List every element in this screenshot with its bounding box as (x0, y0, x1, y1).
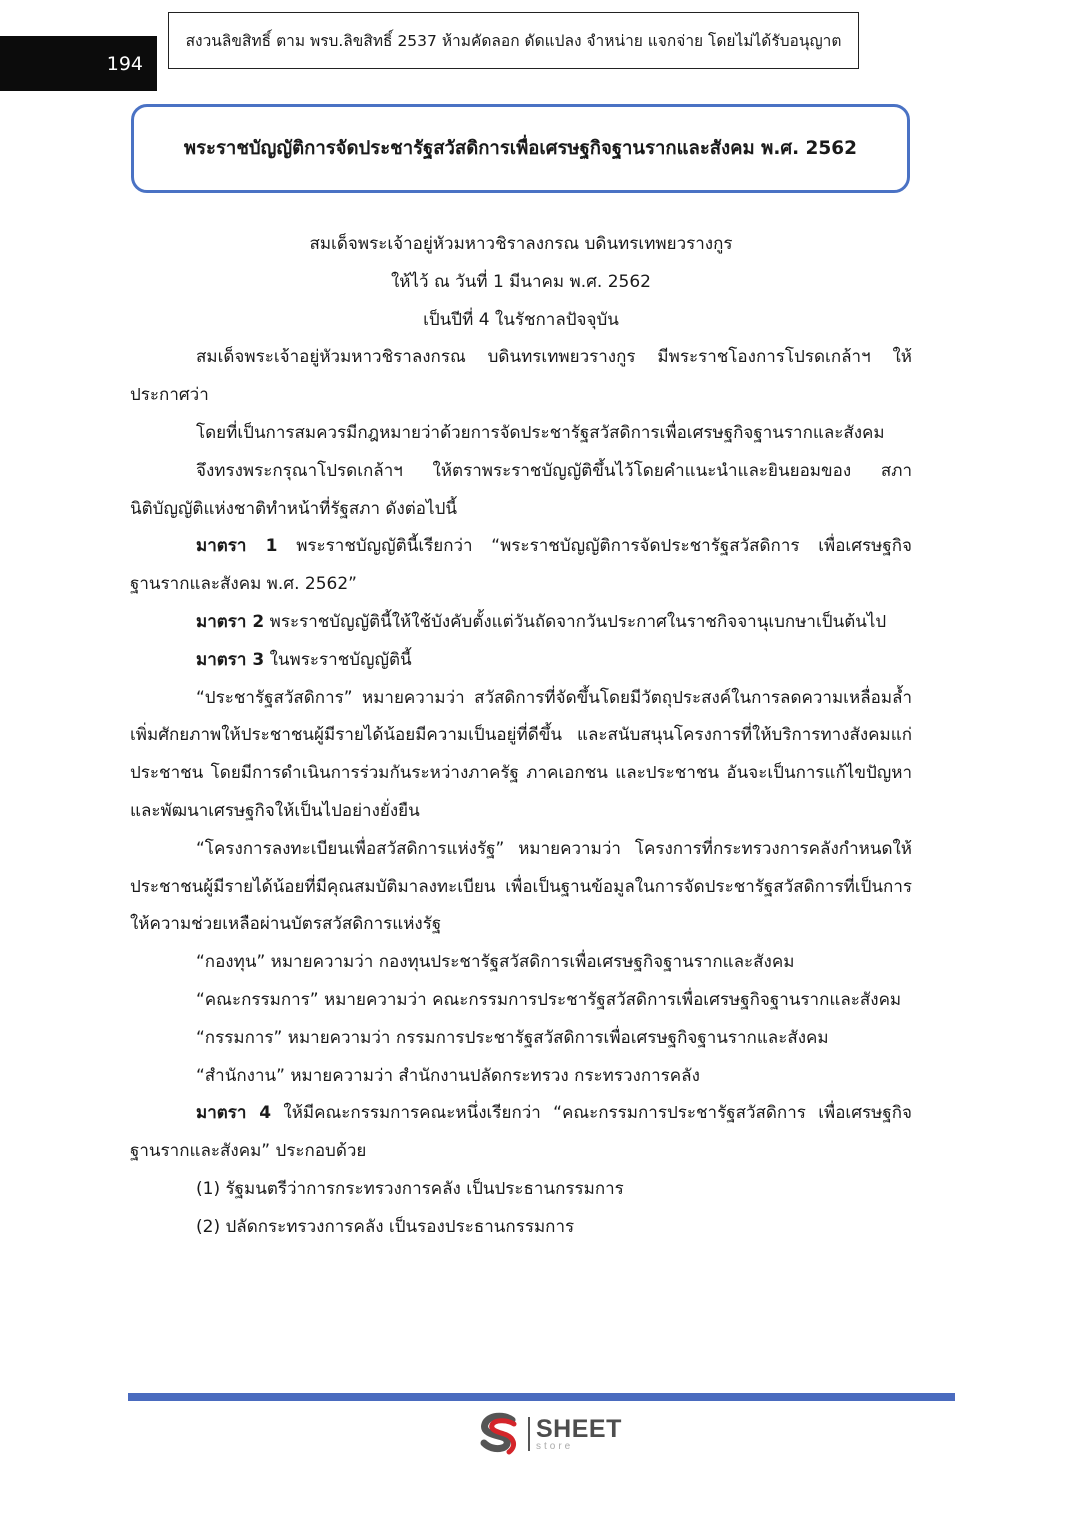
preamble-reign-year: เป็นปีที่ 4 ในรัชกาลปัจจุบัน (423, 309, 619, 330)
section-1-text: พระราชบัญญัตินี้เรียกว่า “พระราชบัญญัติการจัดประชารัฐสวัสดิการ เพื่อเศรษฐกิจฐานรากและสังคม พ.ศ. 2562” (130, 536, 913, 595)
section-4 (130, 1095, 912, 1171)
section-2 (130, 604, 912, 642)
copyright-notice: สงวนลิขสิทธิ์ ตาม พรบ.ลิขสิทธิ์ 2537 ห้ามคัดลอก ดัดแปลง จำหน่าย แจกจ่าย โดยไม่ได้รับอนุญาต (168, 12, 859, 69)
logo-divider (528, 1417, 530, 1451)
definition-office: “สำนักงาน” หมายความว่า สำนักงานปลัดกระทรวง กระทรวงการคลัง (196, 1065, 700, 1086)
sheet-store-s-icon (476, 1411, 522, 1457)
section-3 (130, 642, 912, 680)
list-item: (2) ปลัดกระทรวงการคลัง เป็นรองประธานกรรมการ (196, 1216, 575, 1237)
section-3-label: มาตรา 3 (196, 649, 265, 670)
document-body (130, 226, 912, 1247)
preamble-king: สมเด็จพระเจ้าอยู่หัวมหาวชิราลงกรณ บดินทรเทพยวรางกูร (309, 234, 733, 254)
document-title (131, 104, 910, 193)
section-1 (130, 528, 912, 604)
footer-divider (128, 1393, 955, 1401)
definition-welfare: “ประชารัฐสวัสดิการ” หมายความว่า สวัสดิการที่จัดขึ้นโดยมีวัตถุประสงค์ในการลดความเหลื่อมล้ำ เพิ่มศักยภาพให้ประชาชนผู้มีรายได้น้อยมีความเป็นอยู่ที่ดีขึ้น และสนับสนุนโครงการที่ให้บริการทางสังคมแก่ประชาชน โดยมีการดำเนินการร่วมกันระหว่างภาครัฐ ภาคเอกชน และประชาชน อันจะเป็นการแก้ไขปัญหาและพัฒนาเศรษฐกิจให้เป็นไปอย่างยั่งยืน (130, 687, 912, 821)
preamble-reason: โดยที่เป็นการสมควรมีกฎหมายว่าด้วยการจัดประชารัฐสวัสดิการเพื่อเศรษฐกิจฐานรากและสังคม (196, 422, 885, 443)
preamble-proclamation: สมเด็จพระเจ้าอยู่หัวมหาวชิราลงกรณ บดินทรเทพยวรางกูร มีพระราชโองการโปรดเกล้าฯ ให้ประกาศว่า (130, 347, 912, 406)
section-1-label: มาตรา 1 (196, 536, 278, 557)
sheet-store-logo (476, 1411, 622, 1457)
definition-committee: “คณะกรรมการ” หมายความว่า คณะกรรมการประชารัฐสวัสดิการเพื่อเศรษฐกิจฐานรากและสังคม (196, 989, 902, 1010)
page-number: 194 (0, 36, 157, 91)
logo-sub-text: store (536, 1440, 574, 1452)
section-3-text: ในพระราชบัญญัตินี้ (264, 649, 412, 670)
section-2-label: มาตรา 2 (196, 611, 265, 632)
list-item: (1) รัฐมนตรีว่าการกระทรวงการคลัง เป็นประธานกรรมการ (196, 1178, 624, 1199)
definition-registration-project: “โครงการลงทะเบียนเพื่อสวัสดิการแห่งรัฐ” หมายความว่า โครงการที่กระทรวงการคลังกำหนดให้ประชาชนผู้มีรายได้น้อยที่มีคุณสมบัติมาลงทะเบียน เพื่อเป็นฐานข้อมูลในการจัดประชารัฐสวัสดิการที่เป็นการให้ความช่วยเหลือผ่านบัตรสวัสดิการแห่งรัฐ (130, 838, 912, 935)
document-title-text: พระราชบัญญัติการจัดประชารัฐสวัสดิการเพื่อเศรษฐกิจฐานรากและสังคม พ.ศ. 2562 (183, 138, 858, 159)
definition-fund: “กองทุน” หมายความว่า กองทุนประชารัฐสวัสดิการเพื่อเศรษฐกิจฐานรากและสังคม (196, 952, 795, 973)
section-4-label: มาตรา 4 (196, 1103, 272, 1124)
preamble-given-date: ให้ไว้ ณ วันที่ 1 มีนาคม พ.ศ. 2562 (390, 271, 651, 292)
logo-main-text: SHEET (536, 1414, 622, 1443)
section-4-text: ให้มีคณะกรรมการคณะหนึ่งเรียกว่า “คณะกรรมการประชารัฐสวัสดิการ เพื่อเศรษฐกิจฐานรากและสังคม” ประกอบด้วย (130, 1103, 913, 1162)
definition-member: “กรรมการ” หมายความว่า กรรมการประชารัฐสวัสดิการเพื่อเศรษฐกิจฐานรากและสังคม (196, 1027, 829, 1048)
logo-wordmark (536, 1414, 622, 1452)
preamble-enactment: จึงทรงพระกรุณาโปรดเกล้าฯ ให้ตราพระราชบัญญัติขึ้นไว้โดยคำแนะนำและยินยอมของ สภานิติบัญญัติแห่งชาติทำหน้าที่รัฐสภา ดังต่อไปนี้ (130, 460, 912, 519)
section-2-text: พระราชบัญญัตินี้ให้ใช้บังคับตั้งแต่วันถัดจากวันประกาศในราชกิจจานุเบกษาเป็นต้นไป (264, 611, 887, 632)
